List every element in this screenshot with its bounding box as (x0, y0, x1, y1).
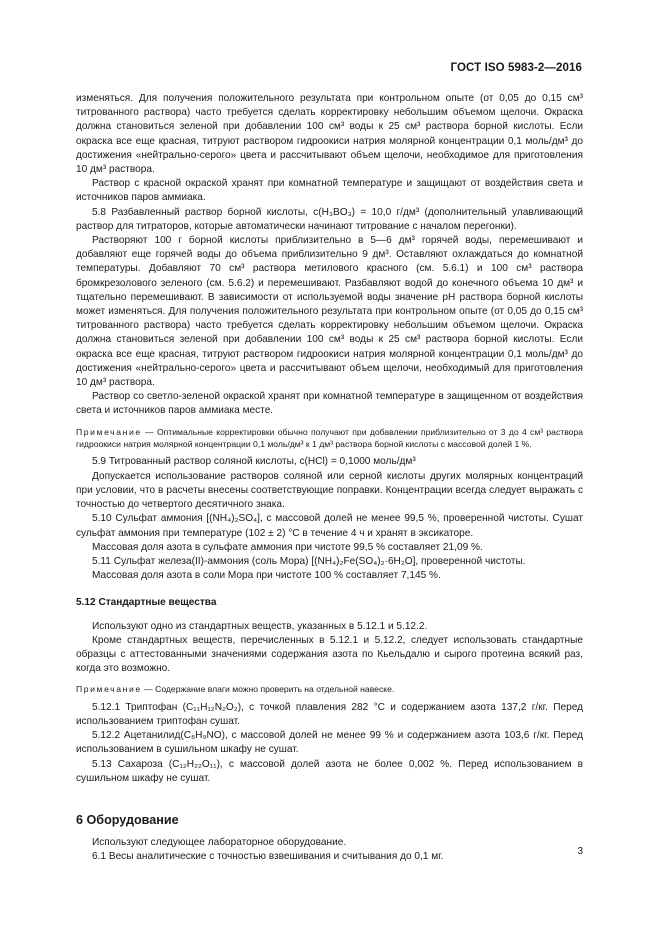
paragraph: Используют одно из стандартных веществ, указанных в 5.12.1 и 5.12.2. (92, 620, 428, 632)
paragraph: Массовая доля азота в соли Мора при чистоте 100 % составляет 7,145 %. (92, 570, 441, 582)
paragraph: 5.8 Разбавленный раствор борной кислоты, c(H₃BO₃) = 10,0 г/дм³ (дополнительный улавливающий раствор для титраторов, которые автоматически начинают титрование с началом перегонки). (76, 206, 583, 232)
note-label: Примечание (76, 684, 142, 695)
paragraph: Допускается использование растворов соляной или серной кислоты других молярных концентраций при условии, что в расчеты внесены соответствующие поправки. Концентрации всегда следует выражать с точностью до четвертого десятичного знака. (76, 470, 583, 511)
note (76, 683, 583, 695)
paragraph: Массовая доля азота в сульфате аммония при чистоте 99,5 % составляет 21,09 %. (92, 541, 483, 553)
note (76, 426, 583, 451)
subsection-heading: 5.12 Стандартные вещества (76, 597, 217, 609)
paragraph: 5.13 Сахароза (C₁₂H₂₂O₁₁), с массовой долей азота не более 0,002 %. Перед использованием в сушильном шкафу не сушат. (76, 758, 583, 784)
paragraph: Раствор со светло-зеленой окраской хранят при комнатной температуре в защищенном от воздействия света и источников паров аммиака месте. (76, 391, 583, 417)
note-text: — Содержание влаги можно проверить на отдельной навеске. (141, 684, 395, 695)
document-body (76, 92, 583, 865)
paragraph: 5.12.2 Ацетанилид(C₈H₉NO), с массовой долей не менее 99 % и содержанием азота 103,6 г/кг. Перед использованием в сушильном шкафу не сушат. (76, 730, 583, 756)
paragraph: Раствор с красной окраской хранят при комнатной температуре и защищают от воздействия света и источников паров аммиака. (76, 178, 583, 204)
paragraph: 5.11 Сульфат железа(II)-аммония (соль Мора) [(NH₄)₂Fe(SO₄)₂·6H₂O], проверенной чистоты. (92, 555, 526, 567)
note-label: Примечание (76, 426, 142, 437)
page-number: 3 (577, 846, 583, 857)
section-heading: 6 Оборудование (76, 812, 179, 827)
paragraph: 5.10 Сульфат аммония [(NH₄)₂SO₄], с массовой долей не менее 99,5 %, проверенной чистоты. Сушат сульфат аммония при температуре (102 ± 2) °С в течение 4 ч и хранят в эксикаторе. (76, 513, 583, 539)
paragraph: Используют следующее лабораторное оборудование. (92, 837, 347, 849)
paragraph: Кроме стандартных веществ, перечисленных в 5.12.1 и 5.12.2, следует использовать стандартные образцы с аттестованными значениями содержания азота по Кьельдалю и сырого протеина всякий раз, когда это возможно. (76, 634, 583, 675)
paragraph: 6.1 Весы аналитические с точностью взвешивания и считывания до 0,1 мг. (92, 851, 444, 863)
paragraph: Растворяют 100 г борной кислоты приблизительно в 5—6 дм³ горячей воды, перемешивают и добавляют еще горячей воды до объема приблизительно 9 дм³. Оставляют охлаждаться до комнатной температуры. Добавляют 70 см³ раствора метилового красного (см. 5.6.1) и 100 см³ раствора бромкрезолового зеленого (см. 5.6.2) и перемешивают. Разбавляют водой до конечного объема 10 дм³ и тщательно перемешивают. В зависимости от используемой воды значение pH раствора борной кислоты может изменяться. Для получения положительного результата при контрольном опыте (от 0,05 до 0,15 см³ титрованного раствора) часто требуется сделать корректировку небольшим объемом щелочи. Окраска должна становиться зеленой при добавлении 100 см³ воды к 25 см³ раствора борной кислоты. Если окраска все еще красная, титруют раствором гидроокиси натрия молярной концентрации 0,1 моль/дм³ до достижения «нейтрально-серого» цвета и рассчитывают объем щелочи, необходимый для приготовления 10 дм³ раствора. (76, 235, 583, 389)
note-text: — Оптимальные корректировки обычно получают при добавлении приблизительно от 3 до 4 см³ раствора гидроокиси натрия молярной концентрации 0,1 моль/дм³ к 1 дм³ раствора борной кислоты с массовой долей 1 %. (76, 426, 583, 450)
document-header: ГОСТ ISO 5983-2—2016 (450, 62, 582, 74)
paragraph: изменяться. Для получения положительного результата при контрольном опыте (от 0,05 до 0,15 см³ титрованного раствора) часто требуется сделать корректировку небольшим объемом щелочи. Окраска должна становиться зеленой при добавлении 100 см³ воды к 25 см³ раствора борной кислоты. Если окраска все еще красная, титруют раствором гидроокиси натрия молярной концентрации 0,1 моль/дм³ до достижения «нейтрально-серого» цвета и рассчитывают объем щелочи, необходимое для приготовления 10 дм³ раствора. (76, 93, 583, 176)
paragraph: 5.12.1 Триптофан (C₁₁H₁₂N₂O₂), с точкой плавления 282 °С и содержанием азота 137,2 г/кг. Перед использованием триптофан сушат. (76, 701, 583, 727)
paragraph: 5.9 Титрованный раствор соляной кислоты, c(HCl) = 0,1000 моль/дм³ (92, 456, 416, 468)
